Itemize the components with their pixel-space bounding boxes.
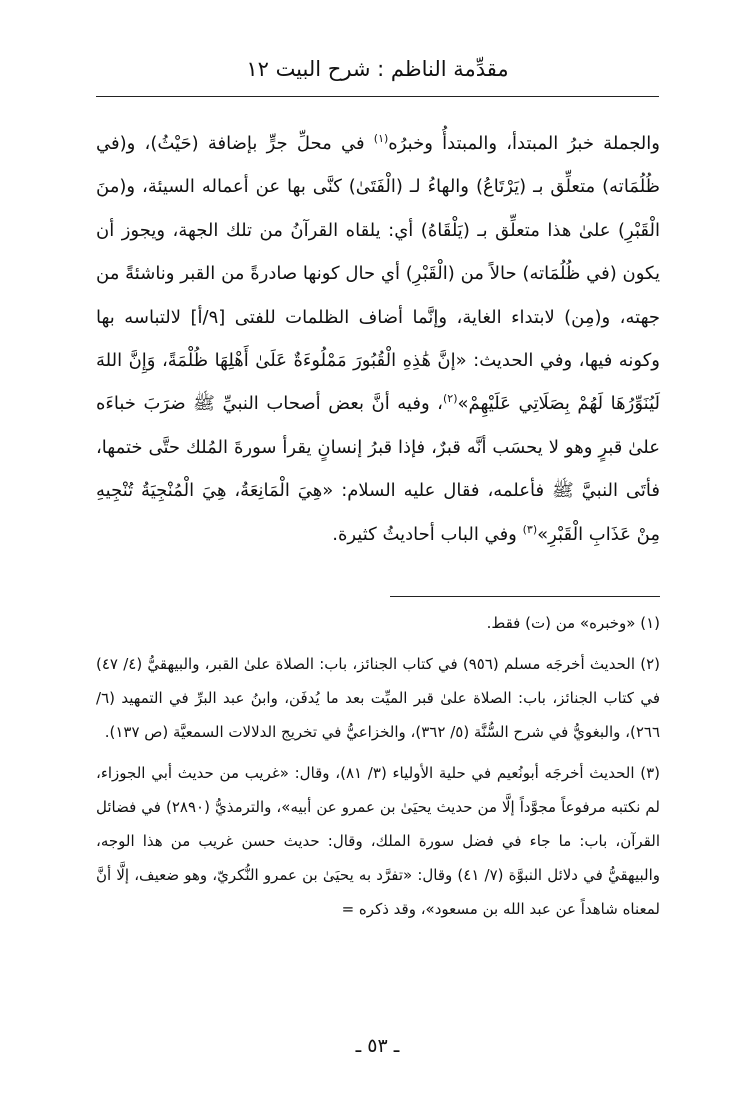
footnote-3: (٣) الحديث أخرجَه أبونُعيم في حلية الأولياء (٣/ ٨١)، وقال: «غريب من حديث أبي الجوزاء، لم نكتبه مرفوعاً مجوَّداً إلَّا من حديث يحيَىٰ بن عمرو عن أبيه»، والترمذيُّ (٢٨٩٠) في فضائل القرآن، باب: ما جاء في فضل سورة الملك، وقال: حديث حسن غريب من هذا الوجه، والبيهقيُّ في دلائل النبوَّة (٧/ ٤١) وقال: «تفرَّد به يحيَىٰ بن عمرو النُّكريّ، وهو ضعيف، إلَّا أنَّ لمعناه شاهداً عن عبد الله بن مسعود»، وقد ذكره = [96,764,661,918]
body-paragraph [96,122,660,556]
body-text-segment: وفي الباب أحاديثُ كثيرة. [332,523,523,545]
footnotes [96,606,660,933]
page-number: ـ ٥٣ ـ [355,1035,400,1057]
body-text-segment: والجملة خبرُ المبتدأ، والمبتدأُ وخبرُه [388,133,660,154]
main-text [96,122,660,556]
footnote-separator [390,596,660,597]
footnote-ref-1: (١) [373,132,389,145]
header-rule [96,96,659,97]
body-text-segment: في محلِّ جرٍّ بإضافة (حَيْثُ)، و(في ظُلُمَاته) متعلِّق بـ (يَرْتَاعُ) والهاءُ لـ (الْفَتَىٰ) كنَّى بها عن أعماله السيئة، و(منَ الْقَبْرِ) علىٰ هذا متعلِّق بـ (يَلْقَاهُ) أي: يلقاه القرآنُ من تلك الجهة، ويجوز أن يكون (في ظُلُمَاته) حالاً من (الْقَبْرِ) أي حال كونها صادرةً من القبر وناشئةً من جهته، و(مِن) لابتداء الغاية، وإنَّما أضاف الظلمات للفتى [٩/أ] لالتباسه بها وكونه فيها، وفي الحديث: «إنَّ هَٰذِهِ الْقُبُورَ مَمْلُوءَةٌ عَلَىٰ أَهْلِهَا ظُلْمَةً، وَإِنَّ اللهَ لَيُنَوِّرُهَا لَهُمْ بِصَلَاتِي عَلَيْهِمْ» [96,133,660,415]
running-header: مقدِّمة الناظم : شرح البيت ١٢ [246,57,509,81]
footnote-ref-2: (٢) [442,392,458,406]
body-text-segment: ، وفيه أنَّ بعض أصحاب النبيِّ ﷺ ضرَبَ خباءَه علىٰ قبرٍ وهو لا يحسَب أنَّه قبرٌ، فإذا قبرُ إنسانٍ يقرأ سورةَ المُلك حتَّى ختمها، فأتَى النبيَّ ﷺ فأعلمه، فقال عليه السلام: «هِيَ الْمَانِعَةُ، هِيَ الْمُنْجِيَةُ تُنْجِيهِ مِنْ عَذَابِ الْقَبْرِ» [96,393,660,545]
footnote-1: (١) «وخبره» من (ت) فقط. [486,614,660,632]
footnote-2: (٢) الحديث أخرجَه مسلم (٩٥٦) في كتاب الجنائز، باب: الصلاة علىٰ القبر، والبيهقيُّ (٤/ ٤٧) في كتاب الجنائز، باب: الصلاة علىٰ قبر الميِّت بعد ما يُدفَن، وابنُ عبد البرِّ في التمهيد (٦/ ٢٦٦)، والبغويُّ في شرح السُّنَّة (٥/ ٣٦٢)، والخزاعيُّ في تخريج الدلالات السمعيَّة (ص ١٣٧). [96,655,661,741]
footnote-ref-3: (٣) [522,522,538,536]
